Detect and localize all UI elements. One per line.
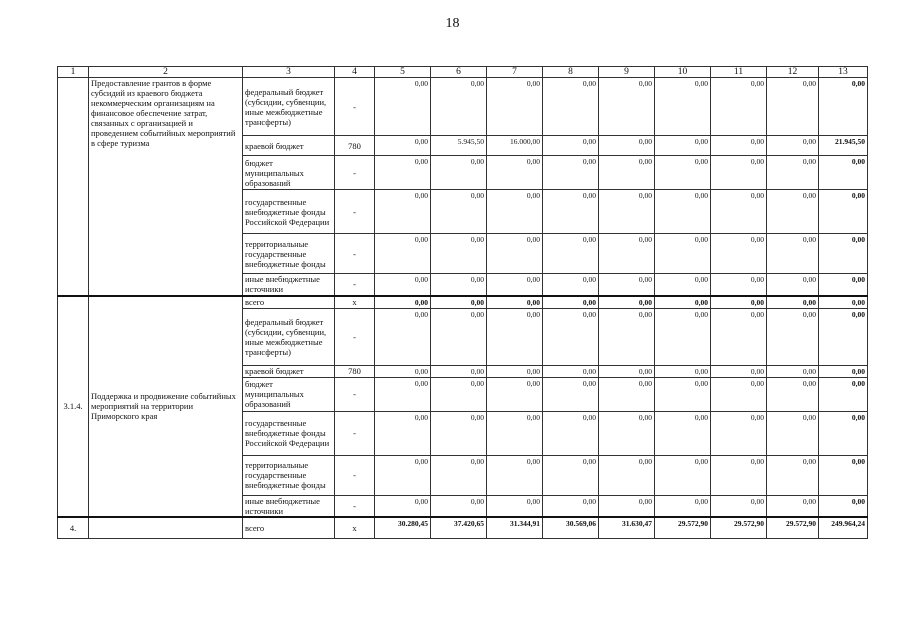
- value-cell: 29.572,90: [767, 517, 819, 539]
- funding-source: всего: [243, 517, 335, 539]
- value-cell: 0,00: [487, 495, 543, 517]
- value-cell: 0,00: [767, 234, 819, 274]
- table-row: [58, 296, 868, 309]
- budget-code: 780: [335, 365, 375, 377]
- value-cell: 0,00: [819, 365, 868, 377]
- value-cell: 0,00: [543, 377, 599, 411]
- value-cell: 29.572,90: [711, 517, 767, 539]
- value-cell: 0,00: [543, 190, 599, 234]
- value-cell: 0,00: [711, 78, 767, 136]
- value-cell: 0,00: [487, 190, 543, 234]
- row-number: 3.1.4.: [58, 296, 89, 517]
- value-cell: 0,00: [431, 234, 487, 274]
- event-name: Предоставление грантов в форме субсидий из краевого бюджета некоммерческим организациям на финансовое обеспечение затрат, связанных с организацией и проведением событийных мероприятий в сфере туризма: [89, 78, 243, 296]
- event-name: [89, 517, 243, 539]
- table-row: [58, 78, 868, 136]
- value-cell: 0,00: [711, 190, 767, 234]
- value-cell: 0,00: [487, 274, 543, 296]
- value-cell: 0,00: [819, 190, 868, 234]
- value-cell: 0,00: [543, 296, 599, 309]
- value-cell: 0,00: [375, 274, 431, 296]
- value-cell: 0,00: [711, 296, 767, 309]
- funding-source: государственные внебюджетные фонды Российской Федерации: [243, 190, 335, 234]
- column-header: 12: [767, 67, 819, 78]
- funding-source: федеральный бюджет (субсидии, субвенции, иные межбюджетные трансферты): [243, 78, 335, 136]
- value-cell: 0,00: [711, 234, 767, 274]
- value-cell: 0,00: [599, 411, 655, 455]
- column-header: 1: [58, 67, 89, 78]
- value-cell: 0,00: [599, 296, 655, 309]
- value-cell: 0,00: [767, 296, 819, 309]
- value-cell: 0,00: [375, 455, 431, 495]
- value-cell: 0,00: [655, 365, 711, 377]
- value-cell: 0,00: [431, 365, 487, 377]
- funding-source: краевой бюджет: [243, 136, 335, 156]
- value-cell: 0,00: [767, 308, 819, 365]
- header-row: [58, 67, 868, 78]
- value-cell: 0,00: [767, 136, 819, 156]
- funding-source: краевой бюджет: [243, 365, 335, 377]
- value-cell: 0,00: [375, 156, 431, 190]
- budget-code: x: [335, 517, 375, 539]
- funding-source: государственные внебюджетные фонды Российской Федерации: [243, 411, 335, 455]
- funding-source: иные внебюджетные источники: [243, 274, 335, 296]
- value-cell: 0,00: [711, 411, 767, 455]
- value-cell: 0,00: [599, 377, 655, 411]
- value-cell: 0,00: [599, 495, 655, 517]
- value-cell: 0,00: [543, 274, 599, 296]
- budget-code: -: [335, 190, 375, 234]
- value-cell: 0,00: [819, 274, 868, 296]
- value-cell: 31.630,47: [599, 517, 655, 539]
- funding-source: федеральный бюджет (субсидии, субвенции, иные межбюджетные трансферты): [243, 308, 335, 365]
- value-cell: 0,00: [655, 495, 711, 517]
- column-header: 6: [431, 67, 487, 78]
- value-cell: 0,00: [487, 78, 543, 136]
- budget-code: -: [335, 377, 375, 411]
- value-cell: 0,00: [431, 78, 487, 136]
- value-cell: 0,00: [767, 377, 819, 411]
- budget-code: -: [335, 274, 375, 296]
- event-name: Поддержка и продвижение событийных мероприятий на территории Приморского края: [89, 296, 243, 517]
- value-cell: 0,00: [487, 296, 543, 309]
- row-number: 4.: [58, 517, 89, 539]
- value-cell: 0,00: [543, 156, 599, 190]
- value-cell: 0,00: [819, 411, 868, 455]
- value-cell: 0,00: [431, 411, 487, 455]
- value-cell: 0,00: [599, 136, 655, 156]
- value-cell: 0,00: [487, 455, 543, 495]
- value-cell: 0,00: [711, 377, 767, 411]
- value-cell: 0,00: [599, 78, 655, 136]
- value-cell: 30.280,45: [375, 517, 431, 539]
- value-cell: 0,00: [655, 411, 711, 455]
- value-cell: 0,00: [543, 365, 599, 377]
- value-cell: 0,00: [375, 365, 431, 377]
- value-cell: 0,00: [543, 308, 599, 365]
- column-header: 7: [487, 67, 543, 78]
- value-cell: 0,00: [655, 455, 711, 495]
- value-cell: 0,00: [819, 308, 868, 365]
- value-cell: 0,00: [819, 234, 868, 274]
- budget-code: -: [335, 495, 375, 517]
- value-cell: 0,00: [599, 308, 655, 365]
- budget-code: -: [335, 156, 375, 190]
- value-cell: 0,00: [711, 365, 767, 377]
- value-cell: 0,00: [431, 495, 487, 517]
- value-cell: 0,00: [375, 190, 431, 234]
- page-number: 18: [445, 16, 460, 31]
- value-cell: 0,00: [543, 495, 599, 517]
- value-cell: 37.420,65: [431, 517, 487, 539]
- value-cell: 0,00: [711, 308, 767, 365]
- value-cell: 0,00: [375, 495, 431, 517]
- value-cell: 0,00: [711, 455, 767, 495]
- value-cell: 0,00: [375, 377, 431, 411]
- table-row: [58, 517, 868, 539]
- value-cell: 0,00: [655, 136, 711, 156]
- value-cell: 0,00: [487, 308, 543, 365]
- budget-code: -: [335, 455, 375, 495]
- value-cell: 0,00: [655, 274, 711, 296]
- value-cell: 0,00: [819, 78, 868, 136]
- column-header: 13: [819, 67, 868, 78]
- value-cell: 0,00: [767, 365, 819, 377]
- funding-source: бюджет муниципальных образований: [243, 156, 335, 190]
- value-cell: 0,00: [375, 296, 431, 309]
- value-cell: 0,00: [375, 136, 431, 156]
- value-cell: 0,00: [767, 190, 819, 234]
- value-cell: 0,00: [819, 495, 868, 517]
- value-cell: 0,00: [767, 455, 819, 495]
- value-cell: 0,00: [487, 365, 543, 377]
- column-header: 3: [243, 67, 335, 78]
- column-header: 2: [89, 67, 243, 78]
- value-cell: 0,00: [375, 78, 431, 136]
- value-cell: 0,00: [543, 136, 599, 156]
- value-cell: 0,00: [431, 455, 487, 495]
- value-cell: 29.572,90: [655, 517, 711, 539]
- budget-code: -: [335, 308, 375, 365]
- value-cell: 0,00: [655, 156, 711, 190]
- value-cell: 0,00: [819, 377, 868, 411]
- value-cell: 0,00: [543, 411, 599, 455]
- value-cell: 0,00: [711, 274, 767, 296]
- funding-source: территориальные государственные внебюджетные фонды: [243, 455, 335, 495]
- value-cell: 0,00: [431, 296, 487, 309]
- value-cell: 0,00: [431, 274, 487, 296]
- value-cell: 0,00: [711, 156, 767, 190]
- funding-source: иные внебюджетные источники: [243, 495, 335, 517]
- funding-source: бюджет муниципальных образований: [243, 377, 335, 411]
- budget-code: -: [335, 78, 375, 136]
- column-header: 11: [711, 67, 767, 78]
- funding-source: всего: [243, 296, 335, 309]
- value-cell: 0,00: [375, 234, 431, 274]
- value-cell: 0,00: [599, 234, 655, 274]
- value-cell: 0,00: [655, 296, 711, 309]
- column-header: 10: [655, 67, 711, 78]
- value-cell: 0,00: [599, 190, 655, 234]
- value-cell: 0,00: [655, 377, 711, 411]
- value-cell: 0,00: [599, 274, 655, 296]
- value-cell: 0,00: [543, 78, 599, 136]
- value-cell: 0,00: [819, 455, 868, 495]
- value-cell: 0,00: [431, 190, 487, 234]
- value-cell: 16.000,00: [487, 136, 543, 156]
- value-cell: 0,00: [487, 377, 543, 411]
- value-cell: 0,00: [655, 234, 711, 274]
- value-cell: 0,00: [543, 234, 599, 274]
- value-cell: 0,00: [655, 190, 711, 234]
- value-cell: 0,00: [599, 455, 655, 495]
- column-header: 8: [543, 67, 599, 78]
- column-header: 4: [335, 67, 375, 78]
- value-cell: 249.964,24: [819, 517, 868, 539]
- value-cell: 0,00: [375, 308, 431, 365]
- column-header: 9: [599, 67, 655, 78]
- budget-code: 780: [335, 136, 375, 156]
- budget-code: x: [335, 296, 375, 309]
- value-cell: 0,00: [655, 308, 711, 365]
- value-cell: 0,00: [767, 78, 819, 136]
- budget-code: -: [335, 234, 375, 274]
- value-cell: 0,00: [487, 234, 543, 274]
- value-cell: 31.344,91: [487, 517, 543, 539]
- value-cell: 0,00: [375, 411, 431, 455]
- value-cell: 0,00: [543, 455, 599, 495]
- value-cell: 0,00: [431, 377, 487, 411]
- budget-table: [57, 66, 868, 539]
- value-cell: 0,00: [767, 156, 819, 190]
- row-number: [58, 78, 89, 296]
- budget-code: -: [335, 411, 375, 455]
- value-cell: 0,00: [711, 495, 767, 517]
- column-header: 5: [375, 67, 431, 78]
- value-cell: 5.945,50: [431, 136, 487, 156]
- value-cell: 0,00: [599, 365, 655, 377]
- value-cell: 0,00: [487, 411, 543, 455]
- value-cell: 0,00: [767, 495, 819, 517]
- funding-source: территориальные государственные внебюджетные фонды: [243, 234, 335, 274]
- value-cell: 0,00: [487, 156, 543, 190]
- value-cell: 0,00: [767, 274, 819, 296]
- value-cell: 0,00: [655, 78, 711, 136]
- value-cell: 0,00: [819, 296, 868, 309]
- value-cell: 0,00: [767, 411, 819, 455]
- value-cell: 0,00: [819, 156, 868, 190]
- value-cell: 0,00: [431, 308, 487, 365]
- value-cell: 0,00: [711, 136, 767, 156]
- value-cell: 0,00: [431, 156, 487, 190]
- value-cell: 30.569,06: [543, 517, 599, 539]
- value-cell: 0,00: [599, 156, 655, 190]
- value-cell: 21.945,50: [819, 136, 868, 156]
